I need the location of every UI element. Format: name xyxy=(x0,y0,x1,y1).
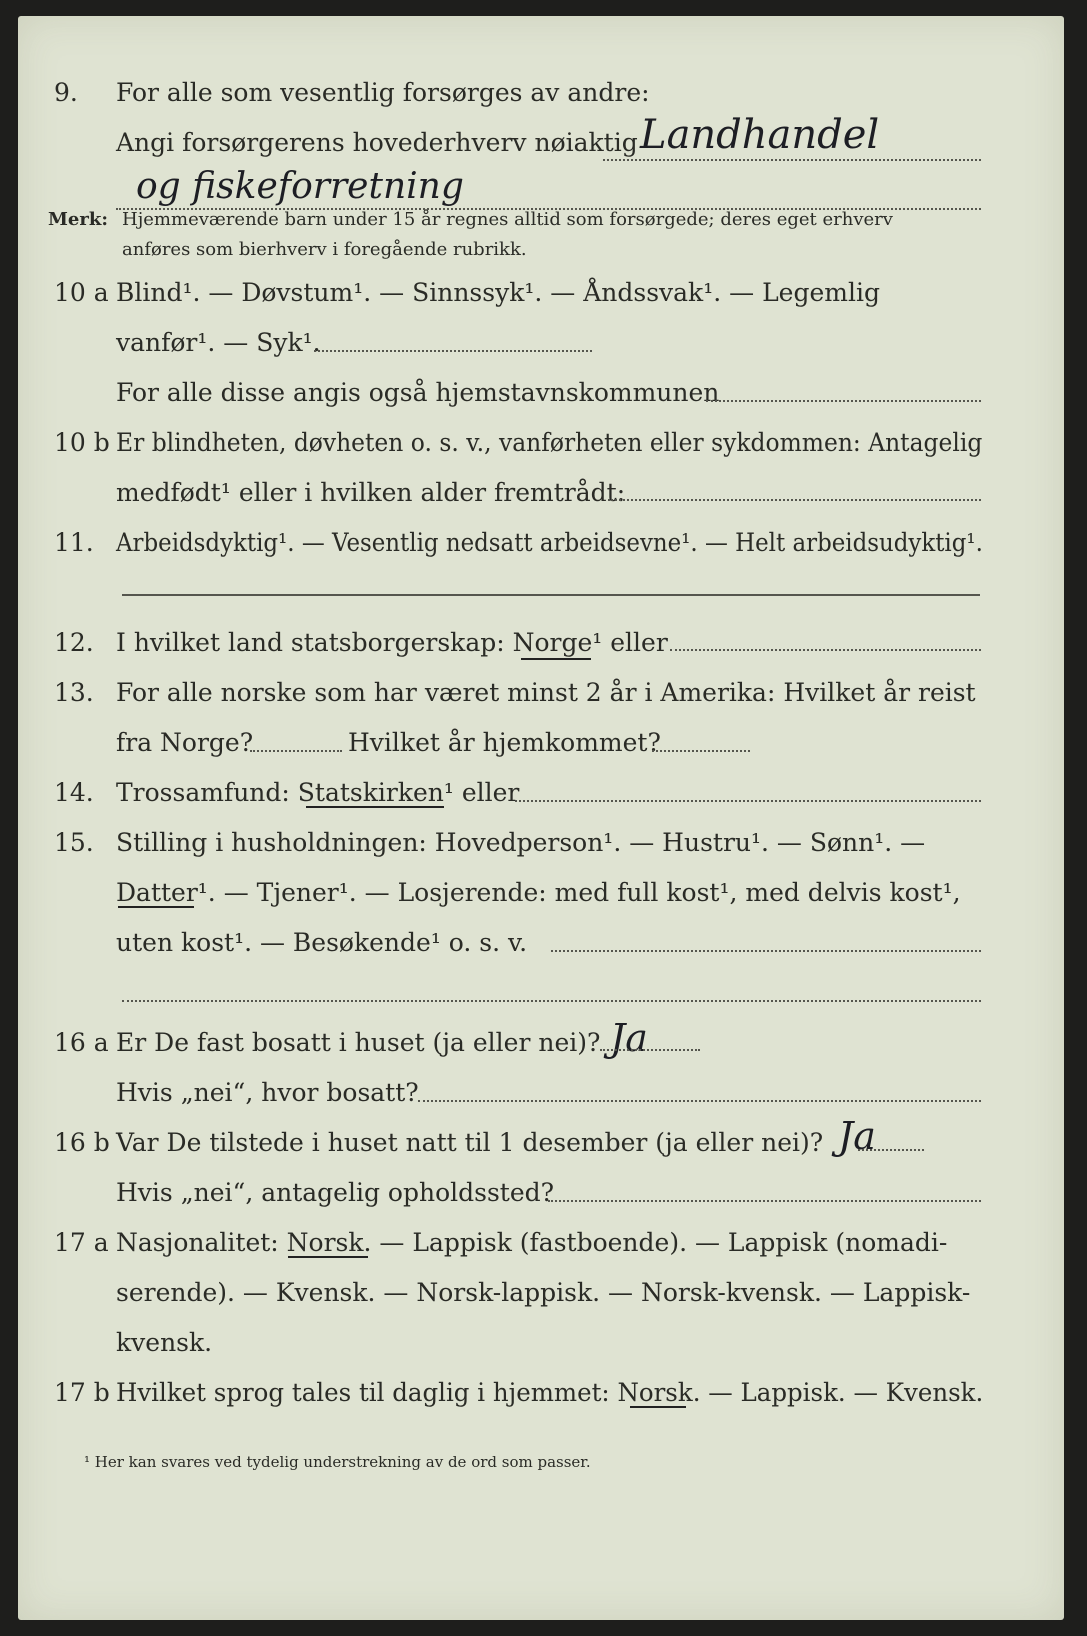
answer-line xyxy=(515,800,981,802)
question-text: For alle disse angis også hjemstavnskommunen xyxy=(116,378,720,407)
question-number: 16 b xyxy=(54,1128,110,1157)
merk-label: Merk: xyxy=(48,209,108,230)
question-text: Hvilket sprog tales til daglig i hjemmet: Norsk. — Lappisk. — Kvensk. xyxy=(116,1378,984,1407)
underline-mark xyxy=(118,906,194,908)
question-text: Hvis „nei“, hvor bosatt? xyxy=(116,1078,419,1107)
footnote: ¹ Her kan svares ved tydelig understrekning av de ord som passer. xyxy=(84,1453,591,1471)
question-17a-line2 xyxy=(18,1278,1064,1322)
question-text: uten kost¹. — Besøkende¹ o. s. v. xyxy=(116,928,528,957)
question-10a xyxy=(18,278,1064,322)
question-text: For alle norske som har været minst 2 år i Amerika: Hvilket år reist xyxy=(116,678,976,707)
question-16a xyxy=(18,1028,1064,1072)
answer-line xyxy=(600,1049,700,1051)
question-number: 9. xyxy=(54,78,78,107)
question-text: I hvilket land statsborgerskap: Norge¹ eller xyxy=(116,628,668,657)
question-text: Datter¹. — Tjener¹. — Losjerende: med full kost¹, med delvis kost¹, xyxy=(116,878,961,907)
question-text: Er De fast bosatt i huset (ja eller nei)? xyxy=(116,1028,601,1057)
question-number: 15. xyxy=(54,828,94,857)
question-number: 17 b xyxy=(54,1378,110,1407)
answer-line xyxy=(122,594,980,596)
handwritten-answer: og fiskeforretning xyxy=(136,166,464,207)
question-17a xyxy=(18,1228,1064,1272)
underline-mark xyxy=(288,1256,368,1258)
question-17a-line3 xyxy=(18,1328,1064,1372)
question-text: medfødt¹ eller i hvilken alder fremtrådt: xyxy=(116,478,626,507)
handwritten-answer: Landhandel xyxy=(640,112,880,158)
question-number: 12. xyxy=(54,628,94,657)
census-form-page xyxy=(18,16,1064,1620)
question-text: Arbeidsdyktig¹. — Vesentlig nedsatt arbeidsevne¹. — Helt arbeidsudyktig¹. xyxy=(116,528,983,557)
question-number: 13. xyxy=(54,678,94,707)
question-text: For alle som vesentlig forsørges av andre: xyxy=(116,78,650,107)
answer-line xyxy=(548,1200,981,1202)
answer-line xyxy=(706,400,981,402)
answer-line xyxy=(551,950,981,952)
merk-text: anføres som bierhverv i foregående rubrikk. xyxy=(122,239,527,260)
handwritten-answer: Ja xyxy=(610,1016,648,1060)
question-11 xyxy=(18,528,1064,572)
question-15-line2 xyxy=(18,878,1064,922)
question-text: Hvis „nei“, antagelig opholdssted? xyxy=(116,1178,555,1207)
answer-line xyxy=(122,1000,981,1002)
merk-note xyxy=(18,209,1064,260)
answer-line xyxy=(652,750,750,752)
question-text: serende). — Kvensk. — Norsk-lappisk. — Norsk-kvensk. — Lappisk- xyxy=(116,1278,971,1307)
question-text: Blind¹. — Døvstum¹. — Sinnssyk¹. — Åndssvak¹. — Legemlig xyxy=(116,278,880,307)
underline-mark xyxy=(306,806,444,808)
question-text: Er blindheten, døvheten o. s. v., vanførheten eller sykdommen: Antagelig xyxy=(116,428,983,457)
answer-line xyxy=(670,649,981,651)
question-number: 11. xyxy=(54,528,94,557)
merk-text: Hjemmeværende barn under 15 år regnes alltid som forsørgede; deres eget erhverv xyxy=(122,209,893,230)
question-text: vanfør¹. — Syk¹. xyxy=(116,328,321,357)
question-17b xyxy=(18,1378,1064,1422)
handwritten-answer: Ja xyxy=(838,1114,876,1158)
question-13 xyxy=(18,678,1064,722)
answer-line xyxy=(250,750,342,752)
question-text: Var De tilstede i huset natt til 1 desember (ja eller nei)? xyxy=(116,1128,824,1157)
question-10b xyxy=(18,428,1064,472)
question-15 xyxy=(18,828,1064,872)
question-number: 10 a xyxy=(54,278,109,307)
answer-line xyxy=(858,1149,924,1151)
underline-mark xyxy=(521,658,591,660)
question-number: 17 a xyxy=(54,1228,109,1257)
question-13-line2 xyxy=(18,728,1064,772)
question-number: 14. xyxy=(54,778,94,807)
question-text: Hvilket år hjemkommet? xyxy=(348,728,661,757)
question-number: 16 a xyxy=(54,1028,109,1057)
question-9 xyxy=(18,78,1064,122)
question-number: 10 b xyxy=(54,428,110,457)
answer-line xyxy=(608,499,981,501)
question-text: Nasjonalitet: Norsk. — Lappisk (fastboende). — Lappisk (nomadi- xyxy=(116,1228,948,1257)
question-text: Trossamfund: Statskirken¹ eller xyxy=(116,778,520,807)
question-text: fra Norge? xyxy=(116,728,254,757)
question-text: Stilling i husholdningen: Hovedperson¹. — Hustru¹. — Sønn¹. — xyxy=(116,828,926,857)
question-text: kvensk. xyxy=(116,1328,213,1357)
underline-mark xyxy=(630,1406,686,1408)
answer-line xyxy=(603,159,981,161)
answer-line xyxy=(314,350,592,352)
question-text: Angi forsørgerens hovederhverv nøiaktig xyxy=(116,128,638,157)
answer-line xyxy=(418,1100,981,1102)
